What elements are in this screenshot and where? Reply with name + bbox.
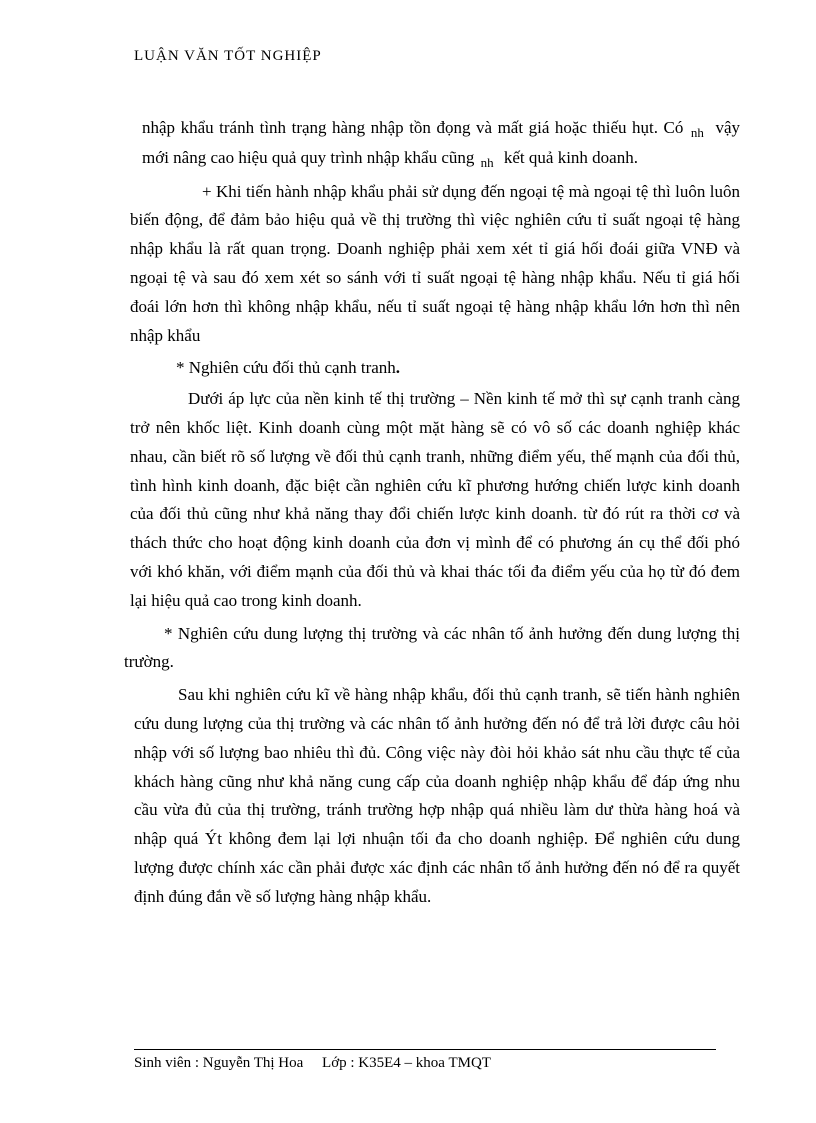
- heading-competitor-research: [130, 354, 740, 383]
- paragraph-text: nhập khẩu tránh tình trạng hàng nhập tồn đọng và mất giá hoặc thiếu hụt. Có: [142, 118, 684, 137]
- paragraph-competition: Dưới áp lực của nền kinh tế thị trường – Nền kinh tế mở thì sự cạnh tranh càng trở nên khốc liệt. Kinh doanh cùng một mặt hàng sẽ có vô số các doanh nghiệp khác nhau, cần biết rõ số lượng về đối thủ cạnh tranh, những điểm yếu, thế mạnh của đối thủ, tình hình kinh doanh, đặc biệt cần nghiên cứu kĩ phương hướng chiến lược kinh doanh của đối thủ cũng như khả năng thay đổi chiến lược kinh doanh. từ đó rút ra thời cơ và thách thức cho hoạt động kinh doanh của đơn vị mình để có phương án cụ thể đối phó với khó khăn, với điểm mạnh của đối thủ và khai thác tối đa điểm yếu của họ từ đó đem lại hiệu quả cao trong kinh doanh.: [130, 389, 740, 610]
- paragraph-foreign-currency: + Khi tiến hành nhập khẩu phải sử dụng đến ngoại tệ mà ngoại tệ thì luôn luôn biến động, để đảm bảo hiệu quả về thị trường thì việc nghiên cứu tỉ suất ngoại tệ hàng nhập khẩu là rất quan trọng. Doanh nghiệp phải xem xét tỉ giá hối đoái giữa VNĐ và ngoại tệ và sau đó xem xét so sánh với tỉ suất ngoại tệ hàng nhập khẩu. Nếu tỉ giá hối đoái lớn hơn thì không nhập khẩu, nếu tỉ suất ngoại tệ hàng nhập khẩu lớn hơn thì nên nhập khẩu: [130, 181, 740, 345]
- paragraph-text: kết quả kinh doanh.: [503, 147, 638, 167]
- subscript-text: nh: [480, 154, 494, 170]
- running-footer: [134, 1055, 491, 1072]
- paragraph-market-capacity: Sau khi nghiên cứu kĩ về hàng nhập khẩu, đối thủ cạnh tranh, sẽ tiến hành nghiên cứu dung lượng của thị trường và các nhân tố ảnh hưởng đến nó để trả lời được câu hỏi nhập với số lượng bao nhiêu thì đủ. Công việc này đòi hỏi khảo sát nhu cầu thực tế của khách hàng cũng như khả năng cung cấp của doanh nghiệp nhập khẩu để đáp ứng nhu cầu vừa đủ của thị trường, tránh trường hợp nhập quá nhiều làm dư thừa hàng hoá và nhập quá Ýt không đem lại lợi nhuận tối đa cho doanh nghiệp. Để nghiên cứu dung lượng được chính xác cần phải được xác định các nhân tố ảnh hưởng đến nó để ra quyết định đúng đắn về số lượng hàng nhập khẩu.: [134, 685, 740, 906]
- heading-period: .: [395, 358, 401, 378]
- subscript-text: nh: [690, 125, 704, 140]
- heading-market-capacity: * Nghiên cứu dung lượng thị trường và các nhân tố ảnh hưởng đến dung lượng thị trường.: [124, 623, 740, 672]
- footer-student: Sinh viên : Nguyễn Thị Hoa: [134, 1055, 304, 1071]
- running-header: LUẬN VĂN TỐT NGHIỆP: [134, 48, 322, 64]
- paragraph-import-conclusion: [130, 114, 740, 174]
- heading-text: * Nghiên cứu đối thủ cạnh tranh: [176, 358, 396, 378]
- document-body: [124, 114, 740, 916]
- paragraph-text: vậy mới nâng cao hiệu quả quy trình nhập khẩu cũng: [142, 118, 740, 167]
- footer-divider: [134, 1049, 716, 1050]
- footer-class: Lớp : K35E4 – khoa TMQT: [322, 1055, 491, 1071]
